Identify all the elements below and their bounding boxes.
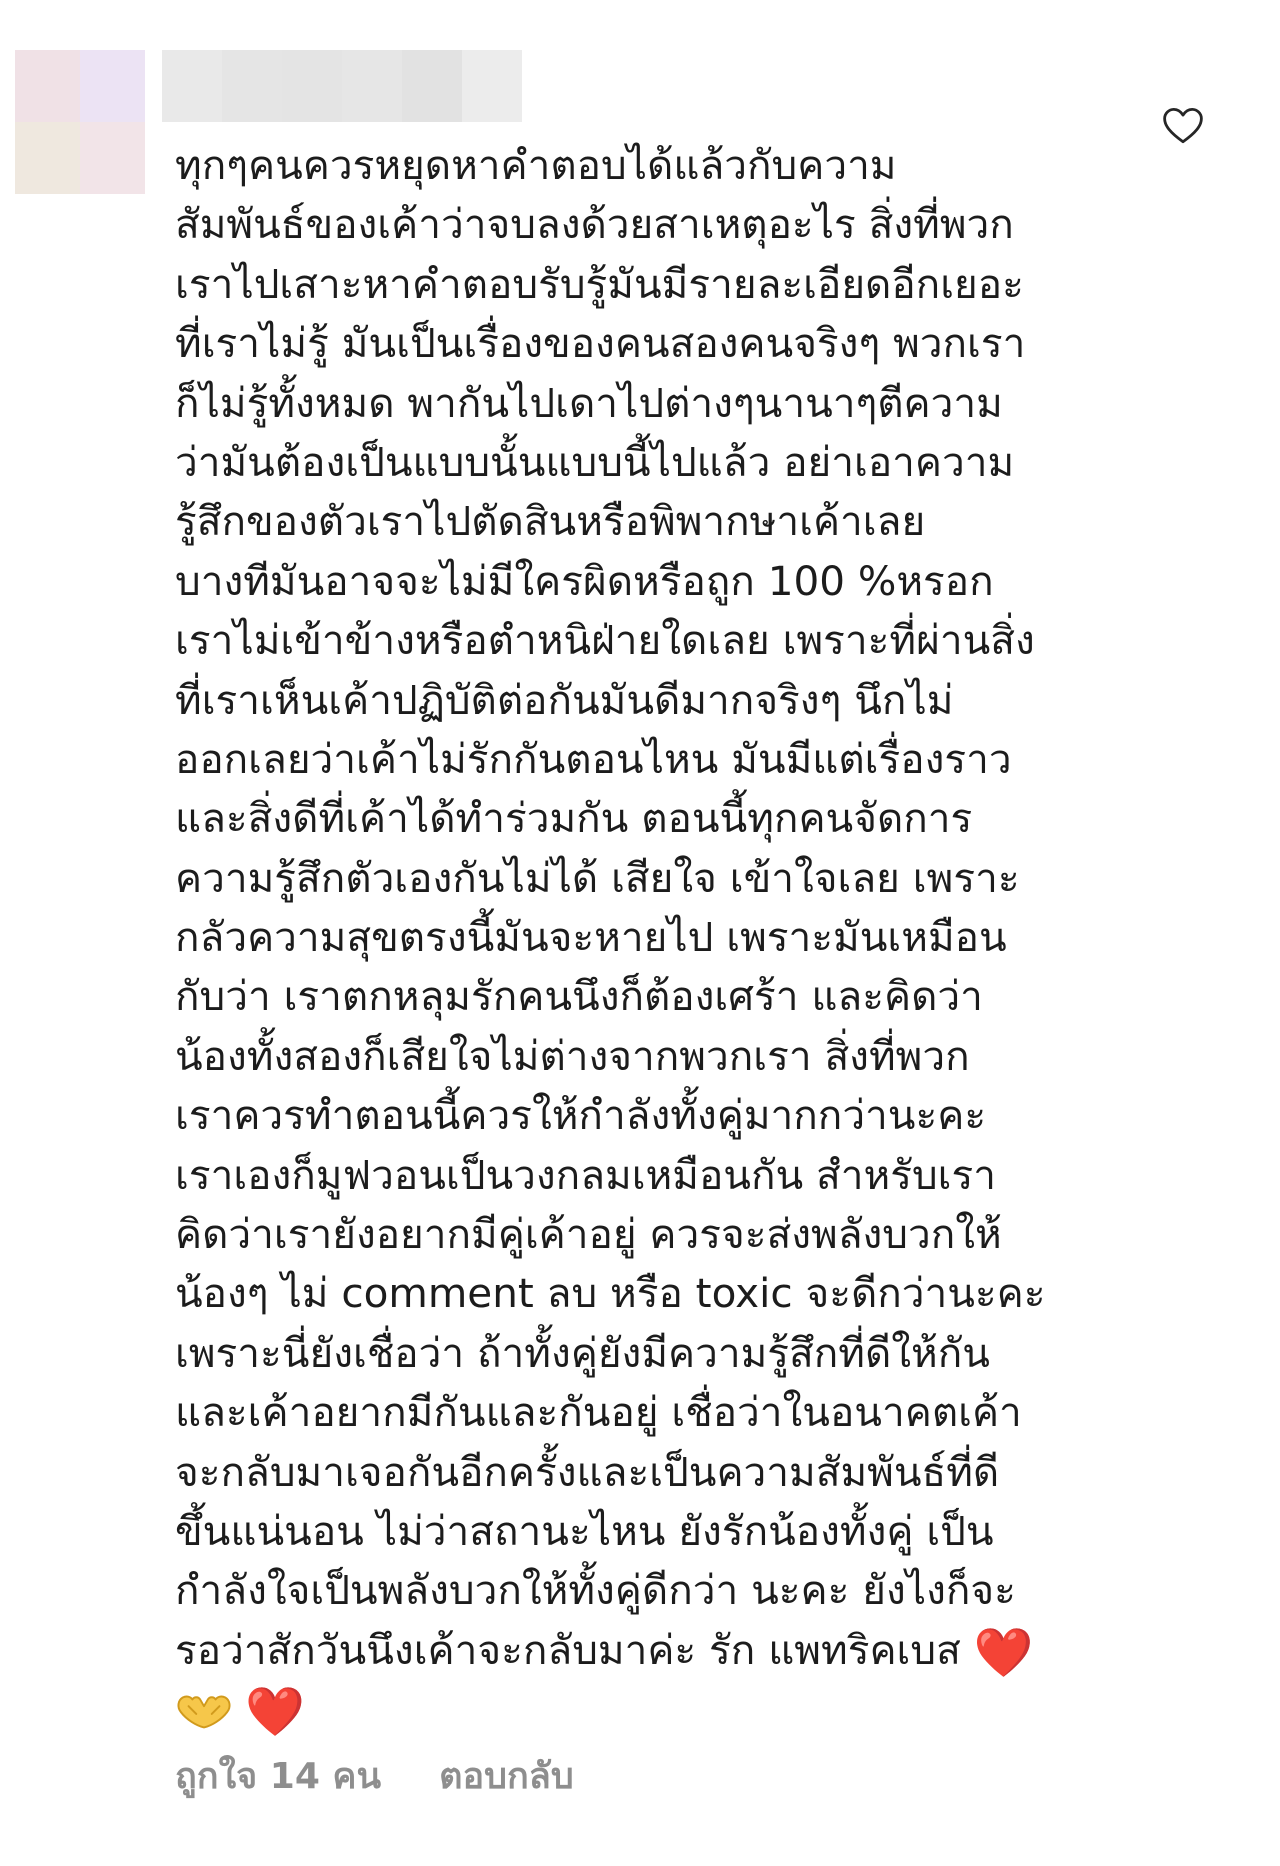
comment-line: เราควรทำตอนนี้ควรให้กำลังทั้งคู่มากกว่านะคะ xyxy=(175,1091,987,1140)
comment-line: จะกลับมาเจอกันอีกครั้งและเป็นความสัมพันธ์ที่ดี xyxy=(175,1447,1000,1496)
comment-emoji-line xyxy=(175,1680,1125,1739)
comment-line-last-text: รอว่าสักวันนึงเค้าจะกลับมาค่ะ รัก แพทริคเบส xyxy=(175,1625,974,1674)
avatar-pixel xyxy=(15,122,80,194)
comment-text xyxy=(175,136,1125,1740)
username-pixel xyxy=(282,50,342,122)
comment-line: ทุกๆคนควรหยุดหาคำตอบได้แล้วกับความ xyxy=(175,141,897,189)
comment-line: น้องทั้งสองก็เสียใจไม่ต่างจากพวกเรา สิ่งที่พวก xyxy=(175,1031,970,1080)
comment-line: เราไปเสาะหาคำตอบรับรู้มันมีรายละเอียดอีกเยอะ xyxy=(175,259,1024,308)
comment-line: น้องๆ ไม่ comment ลบ หรือ toxic จะดีกว่านะคะ xyxy=(175,1269,1046,1318)
comment-line-last xyxy=(175,1621,1125,1680)
comment-footer xyxy=(175,1747,574,1804)
red-heart-emoji-icon: ❤️ xyxy=(245,1684,305,1741)
comment-line: กับว่า เราตกหลุมรักคนนึงก็ต้องเศร้า และคิดว่า xyxy=(175,972,983,1021)
comment-line: ขึ้นแน่นอน ไม่ว่าสถานะไหน ยังรักน้องทั้งคู่ เป็น xyxy=(175,1506,994,1555)
comment-line: และเค้าอยากมีกันและกันอยู่ เชื่อว่าในอนาคตเค้า xyxy=(175,1388,1022,1437)
comment-line: กลัวความสุขตรงนี้มันจะหายไป เพราะมันเหมือน xyxy=(175,913,1007,962)
comment-line: ว่ามันต้องเป็นแบบนั้นแบบนี้ไปแล้ว อย่าเอาความ xyxy=(175,437,1015,486)
comment-line: เราเองก็มูฟวอนเป็นวงกลมเหมือนกัน สำหรับเรา xyxy=(175,1150,996,1199)
comment-line: สัมพันธ์ของเค้าว่าจบลงด้วยสาเหตุอะไร สิ่งที่พวก xyxy=(175,200,1014,249)
comment-line: ความรู้สึกตัวเองกันไม่ได้ เสียใจ เข้าใจเลย เพราะ xyxy=(175,853,1020,902)
comment-line: เราไม่เข้าข้างหรือตำหนิฝ่ายใดเลย เพราะที่ผ่านสิ่ง xyxy=(175,616,1035,665)
comment-line: กำลังใจเป็นพลังบวกให้ทั้งคู่ดีกว่า นะคะ ยังไงก็จะ xyxy=(175,1566,1016,1615)
avatar-pixel xyxy=(15,50,80,122)
heart-hands-emoji-icon xyxy=(175,1690,233,1734)
heart-outline-icon[interactable] xyxy=(1162,106,1204,146)
comment-line: ที่เราไม่รู้ มันเป็นเรื่องของคนสองคนจริงๆ พวกเรา xyxy=(175,319,1026,368)
comment-line: บางทีมันอาจจะไม่มีใครผิดหรือถูก 100 %หรอก xyxy=(175,556,994,605)
likes-count[interactable]: ถูกใจ 14 คน xyxy=(175,1756,382,1797)
comment-line: ก็ไม่รู้ทั้งหมด พากันไปเดาไปต่างๆนานาๆตีความ xyxy=(175,378,1003,427)
avatar-pixel xyxy=(80,122,145,194)
comment-line: ออกเลยว่าเค้าไม่รักกันตอนไหน มันมีแต่เรื่องราว xyxy=(175,734,1012,783)
username-pixel xyxy=(342,50,402,122)
username-pixel xyxy=(162,50,222,122)
comment-line: เพราะนี่ยังเชื่อว่า ถ้าทั้งคู่ยังมีความรู้สึกที่ดีให้กัน xyxy=(175,1328,990,1377)
comment-line: และสิ่งดีที่เค้าได้ทำร่วมกัน ตอนนี้ทุกคนจัดการ xyxy=(175,794,973,843)
username-pixel xyxy=(462,50,522,122)
username-pixel xyxy=(222,50,282,122)
comment-line: ที่เราเห็นเค้าปฏิบัติต่อกันมันดีมากจริงๆ นึกไม่ xyxy=(175,675,954,724)
avatar[interactable] xyxy=(15,50,145,194)
red-heart-emoji-icon: ❤️ xyxy=(973,1624,1034,1681)
reply-button[interactable]: ตอบกลับ xyxy=(439,1756,574,1797)
comment-line: คิดว่าเรายังอยากมีคู่เค้าอยู่ ควรจะส่งพลังบวกให้ xyxy=(175,1210,1002,1259)
username-pixel xyxy=(402,50,462,122)
comment-line: รู้สึกของตัวเราไปตัดสินหรือพิพากษาเค้าเลย xyxy=(175,497,926,546)
username-blurred[interactable] xyxy=(162,50,522,122)
avatar-pixel xyxy=(80,50,145,122)
